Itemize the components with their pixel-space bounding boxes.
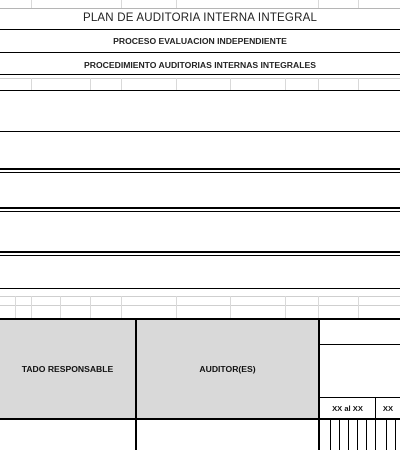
gridline [121,296,122,318]
gridline [318,0,319,8]
document-title: PLAN DE AUDITORIA INTERNA INTEGRAL [82,12,318,24]
gridline [285,296,286,318]
field-border [0,168,400,170]
period-label-2: XX [382,403,394,413]
gridline [121,78,122,90]
field-border [0,255,400,256]
field-border [0,172,400,173]
gridline [60,296,61,318]
procedure-name: PROCEDIMIENTO AUDITORIAS INTERNAS INTEGRALES [84,60,316,70]
field-border [0,288,400,289]
header-auditors-label: AUDITOR(ES) [199,364,256,374]
schedule-header-border [320,344,400,345]
table-header-bottom-border [0,418,400,420]
gridline [358,296,359,318]
row-border [0,52,400,53]
day-column-border [357,420,358,450]
gridline [358,0,359,8]
field-border [0,251,400,253]
day-column-border [395,420,396,450]
gridline [176,296,177,318]
gridline [90,296,91,318]
row-border [0,29,400,30]
header-auditors [137,320,318,418]
gridline [31,78,32,90]
row-border [0,78,400,79]
gridline [176,78,177,90]
gridline [318,296,319,318]
header-responsible [0,320,135,418]
process-name: PROCESO EVALUACION INDEPENDIENTE [113,36,287,46]
gridline [285,78,286,90]
field-border [0,207,400,209]
field-border [0,90,400,91]
field-border [0,131,400,132]
row-border [0,74,400,75]
day-column-border [330,420,331,450]
header-responsible-label: TADO RESPONSABLE [21,364,114,374]
gridline [230,296,231,318]
period-label-1: XX al XX [332,403,363,413]
day-column-border [366,420,367,450]
gridline [90,78,91,90]
day-column-border [386,420,387,450]
gridline [31,296,32,318]
gridline [176,0,177,8]
gridline [318,78,319,90]
gridline [358,78,359,90]
gridline [121,0,122,8]
day-column-border [348,420,349,450]
gridline [230,78,231,90]
gridline [15,296,16,318]
gridline [31,0,32,8]
field-border [0,211,400,212]
day-column-border [339,420,340,450]
